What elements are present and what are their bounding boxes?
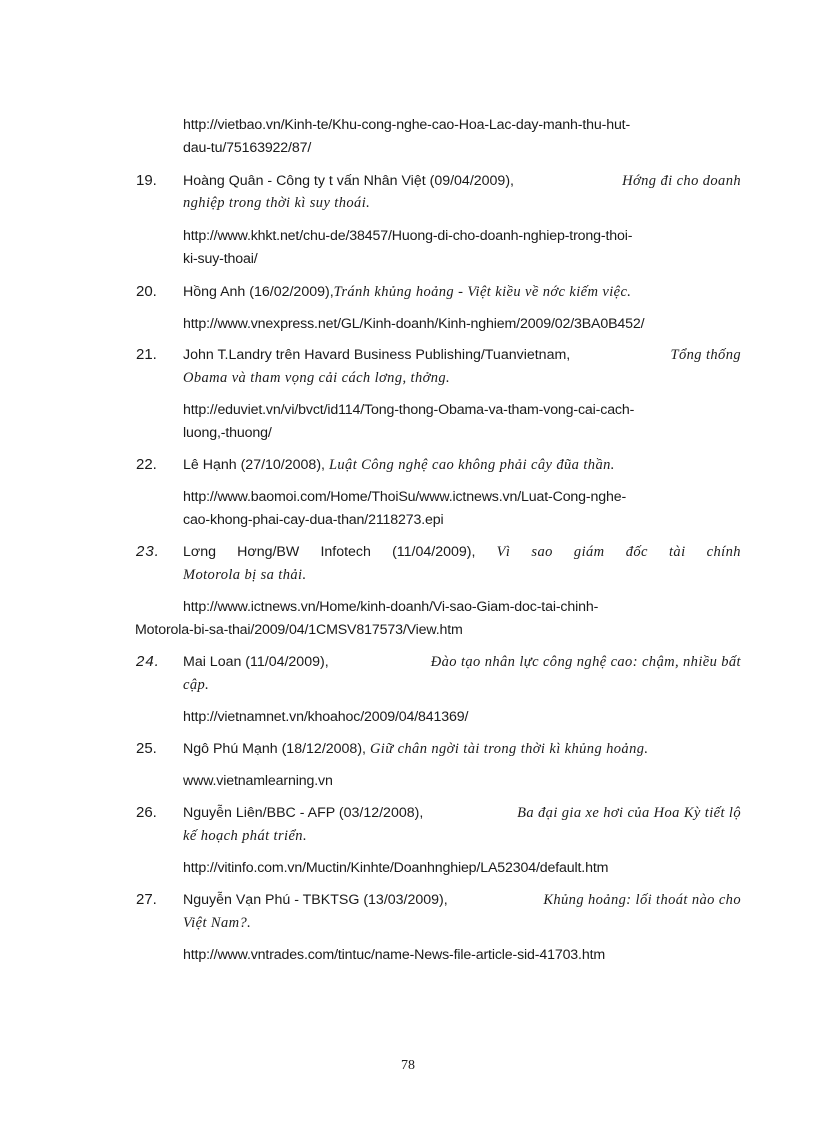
- reference-url[interactable]: http://eduviet.vn/vi/bvct/id114/Tong-thong-Obama-va-tham-vong-cai-cach-: [183, 402, 635, 418]
- reference-author: Mai Loan (11/04/2009),: [183, 654, 329, 670]
- reference-author-word: Infotech: [320, 544, 371, 560]
- reference-number: 23.: [136, 543, 160, 560]
- reference-number: 21.: [136, 346, 157, 363]
- reference-author: Nguyễn Liên/BBC - AFP (03/12/2008),: [183, 805, 424, 821]
- reference-title: Ba đại gia xe hơi của Hoa Kỳ tiết lộ: [517, 805, 741, 821]
- reference-title: Giữ chân ngời tài trong thời kì khủng hoảng.: [369, 741, 649, 757]
- reference-author: Nguyễn Vạn Phú - TBKTSG (13/03/2009),: [183, 892, 448, 908]
- reference-author: Hoàng Quân - Công ty t vấn Nhân Việt (09/04/2009),: [183, 173, 514, 189]
- reference-url[interactable]: www.vietnamlearning.vn: [183, 773, 333, 789]
- reference-title-word: Vì: [496, 544, 511, 560]
- reference-title-word: chính: [706, 544, 741, 560]
- reference-title-word: giám: [573, 544, 605, 560]
- reference-url[interactable]: http://vietbao.vn/Kinh-te/Khu-cong-nghe-cao-Hoa-Lac-day-manh-thu-hut-: [183, 117, 631, 133]
- reference-url[interactable]: http://www.ictnews.vn/Home/kinh-doanh/Vi-sao-Giam-doc-tai-chinh-: [183, 599, 599, 615]
- reference-title: Luật Công nghệ cao không phải cây đũa thần.: [328, 457, 615, 473]
- reference-title: Tổng thống: [670, 347, 741, 363]
- reference-line: [183, 281, 741, 303]
- reference-title-word: đốc: [625, 544, 648, 560]
- reference-number: 26.: [136, 804, 157, 821]
- reference-title: Hớng đi cho doanh: [622, 173, 741, 189]
- reference-url[interactable]: dau-tu/75163922/87/: [183, 140, 312, 156]
- reference-url[interactable]: http://www.baomoi.com/Home/ThoiSu/www.ictnews.vn/Luat-Cong-nghe-: [183, 489, 627, 505]
- reference-author-word: Lơng: [183, 544, 216, 560]
- reference-number: 27.: [136, 891, 157, 908]
- reference-line: [183, 651, 741, 673]
- reference-title-word: sao: [531, 544, 553, 560]
- reference-title: cập.: [183, 677, 210, 693]
- reference-url[interactable]: Motorola-bi-sa-thai/2009/04/1CMSV817573/View.htm: [135, 622, 463, 638]
- reference-line: [183, 889, 741, 911]
- reference-author: Ngô Phú Mạnh (18/12/2008),: [183, 741, 366, 757]
- reference-title: Đào tạo nhân lực công nghệ cao: chậm, nhiều bất: [430, 654, 741, 670]
- reference-url[interactable]: http://www.vntrades.com/tintuc/name-News-file-article-sid-41703.htm: [183, 947, 606, 963]
- reference-author: Hồng Anh (16/02/2009),: [183, 284, 334, 300]
- reference-line: [183, 344, 741, 366]
- reference-line: [183, 170, 741, 192]
- reference-number: 19.: [136, 172, 157, 189]
- reference-line: [183, 738, 741, 760]
- reference-url[interactable]: http://www.khkt.net/chu-de/38457/Huong-di-cho-doanh-nghiep-trong-thoi-: [183, 228, 633, 244]
- reference-title: kế hoạch phát triển.: [183, 828, 307, 844]
- reference-title: Tránh khủng hoảng - Việt kiều về nớc kiếm việc.: [333, 284, 632, 300]
- reference-title: Việt Nam?.: [183, 915, 252, 931]
- reference-url[interactable]: http://vietnamnet.vn/khoahoc/2009/04/841369/: [183, 709, 469, 725]
- reference-line: [183, 802, 741, 824]
- reference-number: 22.: [136, 456, 157, 473]
- reference-number: 20.: [136, 283, 157, 300]
- reference-url[interactable]: luong,-thuong/: [183, 425, 272, 441]
- reference-title: Obama và tham vọng cải cách lơng, thởng.: [183, 370, 451, 386]
- reference-author-word: Hơng/BW: [237, 544, 300, 560]
- reference-author: Lê Hạnh (27/10/2008),: [183, 457, 325, 473]
- reference-author-word: (11/04/2009),: [392, 544, 476, 560]
- reference-title-word: tài: [668, 544, 686, 560]
- reference-url[interactable]: ki-suy-thoai/: [183, 251, 258, 267]
- reference-url[interactable]: http://vitinfo.com.vn/Muctin/Kinhte/Doanhnghiep/LA52304/default.htm: [183, 860, 609, 876]
- reference-title: nghiệp trong thời kì suy thoái.: [183, 195, 371, 211]
- page-number: 78: [401, 1058, 415, 1073]
- reference-line: [183, 541, 741, 563]
- reference-url[interactable]: cao-khong-phai-cay-dua-than/2118273.epi: [183, 512, 444, 528]
- reference-author: John T.Landry trên Havard Business Publishing/Tuanvietnam,: [183, 347, 571, 363]
- reference-number: 25.: [136, 740, 157, 757]
- reference-url[interactable]: http://www.vnexpress.net/GL/Kinh-doanh/Kinh-nghiem/2009/02/3BA0B452/: [183, 316, 645, 332]
- reference-title: Motorola bị sa thải.: [183, 567, 307, 583]
- reference-number: 24.: [136, 653, 160, 670]
- reference-title: Khủng hoảng: lối thoát nào cho: [543, 892, 741, 908]
- reference-line: [183, 454, 741, 476]
